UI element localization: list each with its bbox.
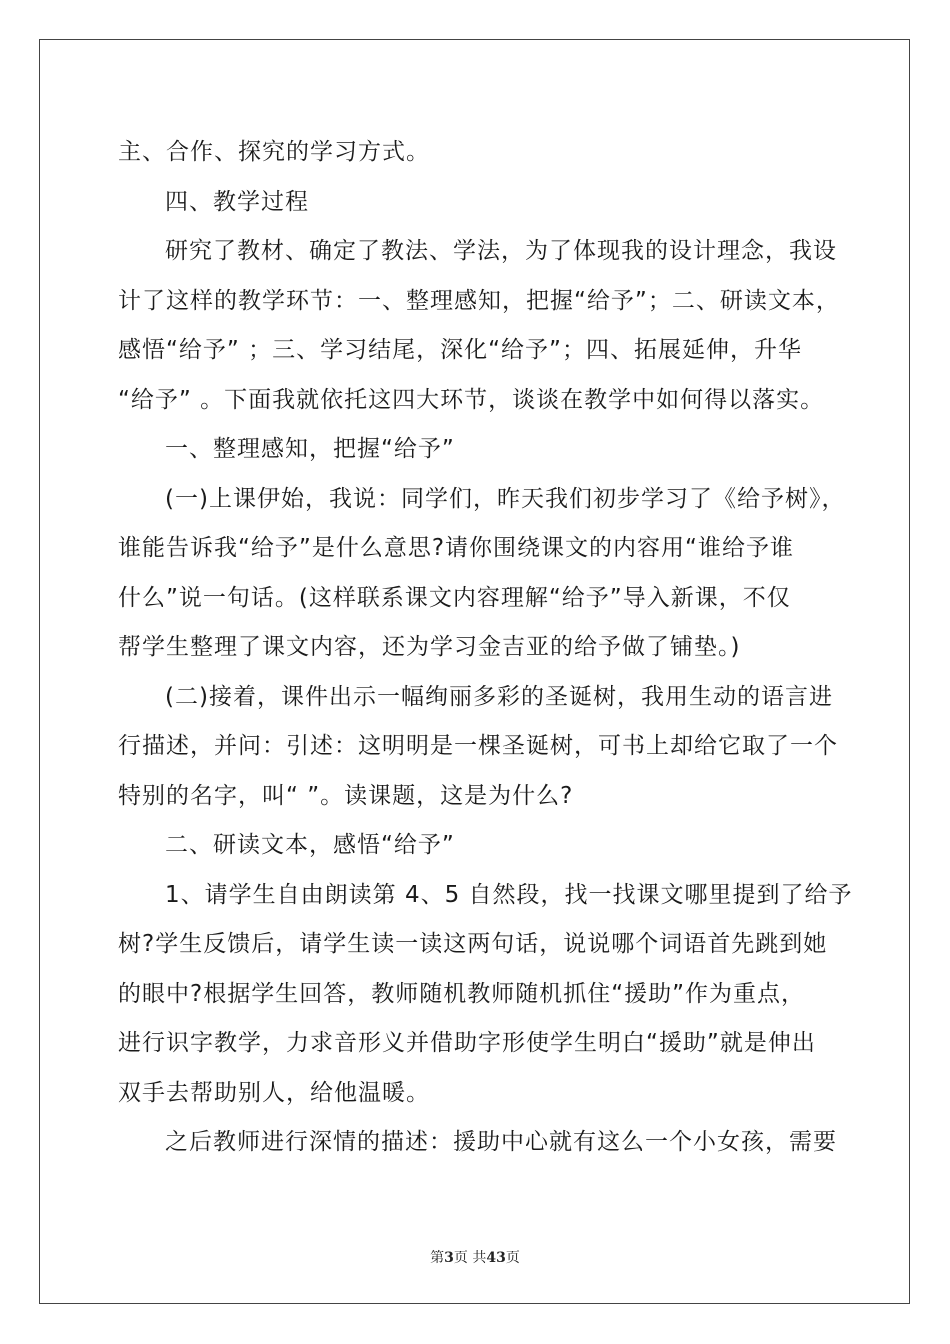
text-line: 计了这样的教学环节：一、整理感知，把握“给予”；二、研读文本， bbox=[118, 287, 840, 314]
text-line: 的眼中?根据学生回答，教师随机教师随机抓住“援助”作为重点， bbox=[118, 980, 806, 1007]
text-line: 树?学生反馈后，请学生读一读这两句话，说说哪个词语首先跳到她 bbox=[118, 931, 828, 957]
text-line: (一)上课伊始，我说：同学们，昨天我们初步学习了《给予树》， bbox=[165, 485, 846, 512]
text-line: 一、整理感知，把握“给予” bbox=[165, 436, 455, 462]
page-footer bbox=[0, 1247, 950, 1267]
text-line: “给予” 。下面我就依托这四大环节，谈谈在教学中如何得以落实。 bbox=[118, 386, 825, 413]
document-body bbox=[118, 128, 853, 1168]
text-line: 行描述，并问：引述：这明明是一棵圣诞树，可书上却给它取了一个 bbox=[118, 733, 838, 759]
text-line: 四、教学过程 bbox=[165, 188, 309, 215]
text-line: 研究了教材、确定了教法、学法，为了体现我的设计理念，我设 bbox=[165, 238, 837, 264]
text-line: 1、请学生自由朗读第 4、5 自然段，找一找课文哪里提到了给予 bbox=[165, 881, 853, 908]
page-suffix: 页 bbox=[505, 1250, 520, 1266]
page-current: 3 bbox=[444, 1250, 454, 1266]
text-line: 特别的名字，叫“ ”。读课题，这是为什么? bbox=[118, 782, 574, 809]
text-line: 双手去帮助别人，给他温暖。 bbox=[118, 1079, 430, 1106]
text-line: 帮学生整理了课文内容，还为学习金吉亚的给予做了铺垫。) bbox=[118, 634, 741, 660]
page-prefix: 第 bbox=[430, 1250, 445, 1266]
page-mid: 页 共 bbox=[453, 1250, 487, 1266]
text-line: 进行识字教学，力求音形义并借助字形使学生明白“援助”就是伸出 bbox=[118, 1030, 816, 1056]
text-line: 谁能告诉我“给予”是什么意思?请你围绕课文的内容用“谁给予谁 bbox=[118, 535, 794, 561]
text-line: 主、合作、探究的学习方式。 bbox=[118, 139, 430, 165]
text-line: 二、研读文本，感悟“给予” bbox=[165, 832, 455, 858]
page-total: 43 bbox=[486, 1250, 506, 1266]
text-line: 感悟“给予” ；三、学习结尾，深化“给予”；四、拓展延伸，升华 bbox=[118, 337, 802, 363]
text-line: 什么”说一句话。(这样联系课文内容理解“给予”导入新课，不仅 bbox=[118, 584, 791, 611]
text-line: (二)接着，课件出示一幅绚丽多彩的圣诞树，我用生动的语言进 bbox=[165, 683, 833, 710]
text-line: 之后教师进行深情的描述：援助中心就有这么一个小女孩，需要 bbox=[165, 1129, 837, 1155]
